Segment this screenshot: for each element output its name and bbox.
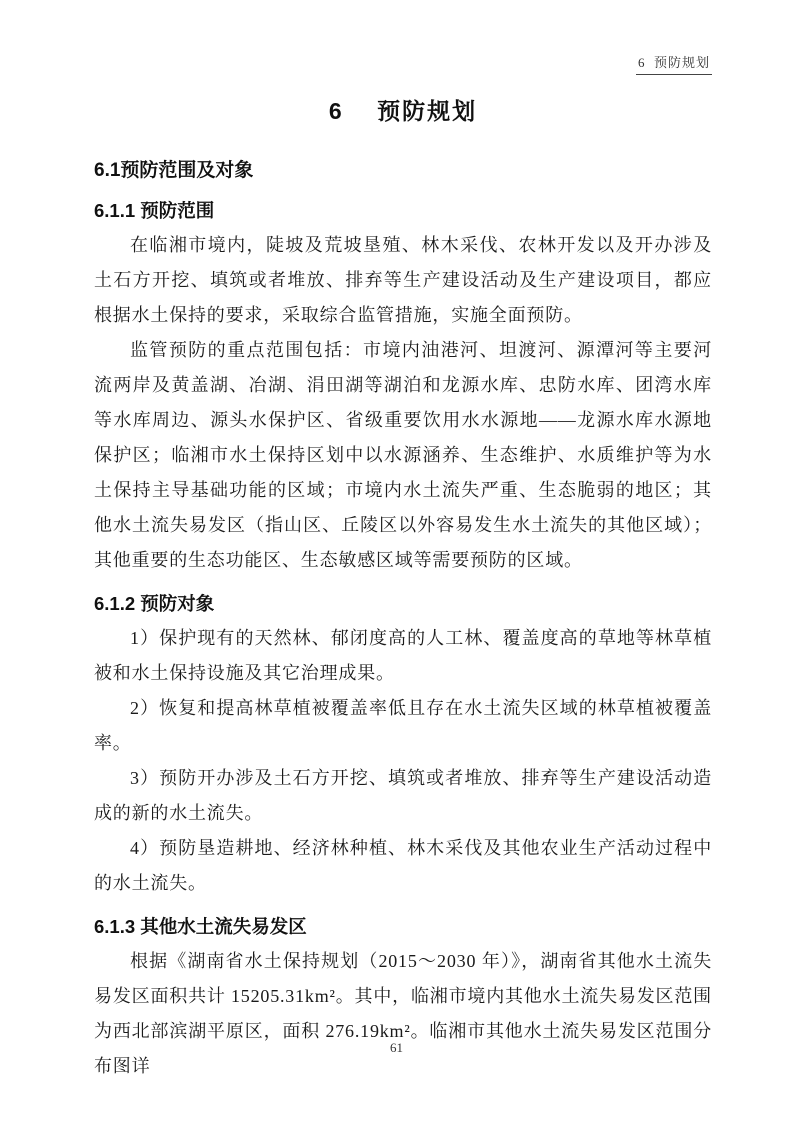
subsection-heading-6-1-3: 6.1.3 其他水土流失易发区 bbox=[94, 916, 307, 937]
chapter-title: 6 预防规划 bbox=[328, 98, 478, 124]
paragraph-prevention-scope-1: 在临湘市境内，陡坡及荒坡垦殖、林木采伐、农林开发以及开办涉及土石方开挖、填筑或者堆放、排弃等生产建设活动及生产建设项目，都应根据水土保持的要求，采取综合监管措施，实施全面预防。 bbox=[94, 235, 712, 325]
paragraph-prevention-target-1: 1）保护现有的天然林、郁闭度高的人工林、覆盖度高的草地等林草植被和水土保持设施及其它治理成果。 bbox=[94, 628, 712, 683]
paragraph-prevention-target-4: 4）预防垦造耕地、经济林种植、林木采伐及其他农业生产活动过程中的水土流失。 bbox=[94, 838, 712, 893]
section-heading-6-1: 6.1预防范围及对象 bbox=[94, 160, 254, 181]
page-content bbox=[94, 0, 712, 1084]
paragraph-prevention-scope-2: 监管预防的重点范围包括：市境内油港河、坦渡河、源潭河等主要河流两岸及黄盖湖、冶湖、涓田湖等湖泊和龙源水库、忠防水库、团湾水库等水库周边、源头水保护区、省级重要饮用水水源地——龙源水库水源地保护区；临湘市水土保持区划中以水源涵养、生态维护、水质维护等为水土保持主导基础功能的区域；市境内水土流失严重、生态脆弱的地区；其他水土流失易发区（指山区、丘陵区以外容易发生水土流失的其他区域）；其他重要的生态功能区、生态敏感区域等需要预防的区域。 bbox=[94, 340, 712, 570]
page-number: 61 bbox=[390, 1040, 403, 1055]
paragraph-prevention-target-3: 3）预防开办涉及土石方开挖、填筑或者堆放、排弃等生产建设活动造成的新的水土流失。 bbox=[94, 768, 712, 823]
paragraph-prevention-target-2: 2）恢复和提高林草植被覆盖率低且存在水土流失区域的林草植被覆盖率。 bbox=[94, 698, 712, 753]
paragraph-erosion-prone-area: 根据《湖南省水土保持规划（2015～2030 年）》，湖南省其他水土流失易发区面积共计 15205.31km²。其中，临湘市境内其他水土流失易发区范围为西北部滨湖平原区，面积 276.19km²。临湘市其他水土流失易发区范围分布图详 bbox=[94, 951, 712, 1076]
running-header-text: 6 预防规划 bbox=[636, 55, 712, 75]
subsection-heading-6-1-1: 6.1.1 预防范围 bbox=[94, 200, 215, 221]
subsection-heading-6-1-2: 6.1.2 预防对象 bbox=[94, 593, 215, 614]
running-header bbox=[94, 55, 712, 75]
